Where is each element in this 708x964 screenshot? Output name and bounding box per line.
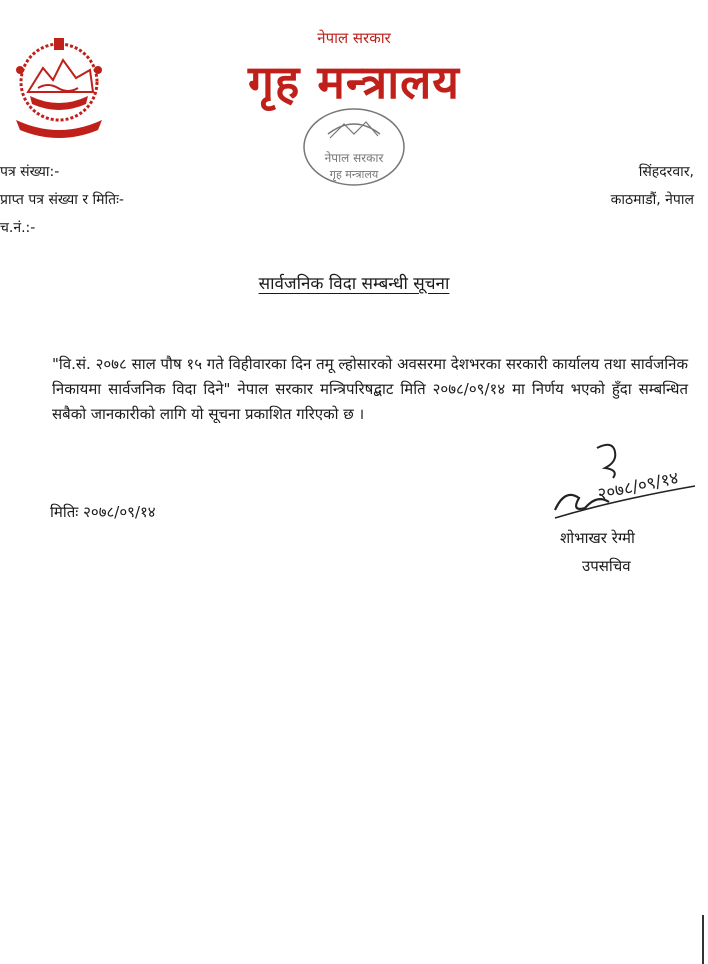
letter-number-label: पत्र संख्या:- <box>0 164 60 180</box>
svg-text:गृह मन्त्रालय: गृह मन्त्रालय <box>329 168 379 181</box>
handwritten-signature <box>535 438 705 538</box>
address-line-1: सिंहदरवार, <box>638 164 694 180</box>
svg-text:नेपाल सरकार: नेपाल सरकार <box>324 151 384 165</box>
notice-subject <box>0 271 708 294</box>
government-name: नेपाल सरकार <box>317 29 391 47</box>
ministry-title: गृह मन्त्रालय <box>248 55 460 109</box>
signer-name: शोभाखर रेग्मी <box>560 529 635 547</box>
address-line-2: काठमाडौं, नेपाल <box>610 192 694 208</box>
scan-edge-mark <box>702 915 704 964</box>
received-letter-label: प्राप्त पत्र संख्या र मितिः- <box>0 192 124 208</box>
signer-designation: उपसचिव <box>582 557 631 575</box>
notice-subject-text: सार्वजनिक विदा सम्बन्धी सूचना <box>258 274 450 294</box>
notice-date: मितिः २०७८/०९/१४ <box>50 503 156 521</box>
ministry-seal <box>300 104 408 190</box>
dispatch-number-label: च.नं.:- <box>0 220 36 236</box>
notice-body: "वि.सं. २०७८ साल पौष १५ गते विहीवारका दिन तमू ल्होसारको अवसरमा देशभरका सरकारी कार्यालय तथा सार्वजनिक निकायमा सार्वजनिक विदा दिने" नेपाल सरकार मन्त्रिपरिषद्बाट मिति २०७८/०९/१४ मा निर्णय भएको हुँदा सम्बन्धित सबैको जानकारीको लागि यो सूचना प्रकाशित गरिएको छ । <box>52 355 688 423</box>
signature-date: २०७८/०९/१४ <box>595 468 681 505</box>
